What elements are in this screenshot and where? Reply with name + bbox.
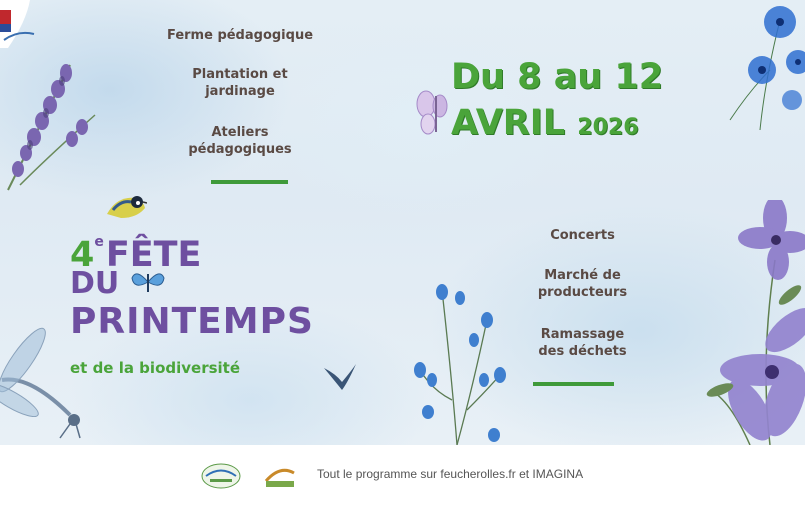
swallow-illustration: [322, 360, 358, 396]
pink-butterfly-illustration: [416, 90, 450, 138]
title-fete: FÊTE: [105, 235, 202, 275]
title-subtitle: et de la biodiversité: [70, 359, 241, 377]
dates-month-year: [451, 103, 639, 143]
bluebell-flowers-illustration: [412, 280, 512, 445]
activity-farm: Ferme pédagogique: [166, 28, 314, 43]
blue-flowers-illustration: [720, 0, 805, 130]
divider-left: [211, 180, 288, 184]
activity-concerts: Concerts: [550, 228, 615, 243]
activity-workshops: Ateliers pédagogiques: [188, 125, 292, 157]
activity-cleanup: Ramassage des déchets: [538, 327, 627, 359]
partner-logo-2: [260, 461, 300, 491]
activity-market: Marché de producteurs: [537, 268, 628, 300]
edition-ordinal: e: [94, 234, 104, 250]
bird-illustration: [103, 188, 147, 224]
title-du: DU: [70, 266, 120, 301]
purple-flowers-illustration: [690, 200, 805, 445]
dates-month: AVRIL: [451, 103, 566, 143]
dates-year: 2026: [577, 115, 639, 140]
activity-planting: Plantation et jardinage: [192, 67, 288, 99]
partner-logo-1: [200, 461, 242, 491]
footer: [0, 445, 805, 505]
lavender-illustration: [0, 55, 100, 195]
footer-text: Tout le programme sur feucherolles.fr et IMAGINA: [317, 467, 584, 481]
divider-right: [533, 382, 614, 386]
dates-range: Du 8 au 12: [451, 57, 664, 97]
town-logo-fragment: [0, 0, 40, 50]
title-printemps: PRINTEMPS: [70, 301, 314, 342]
edition-digit: 4: [70, 235, 95, 275]
